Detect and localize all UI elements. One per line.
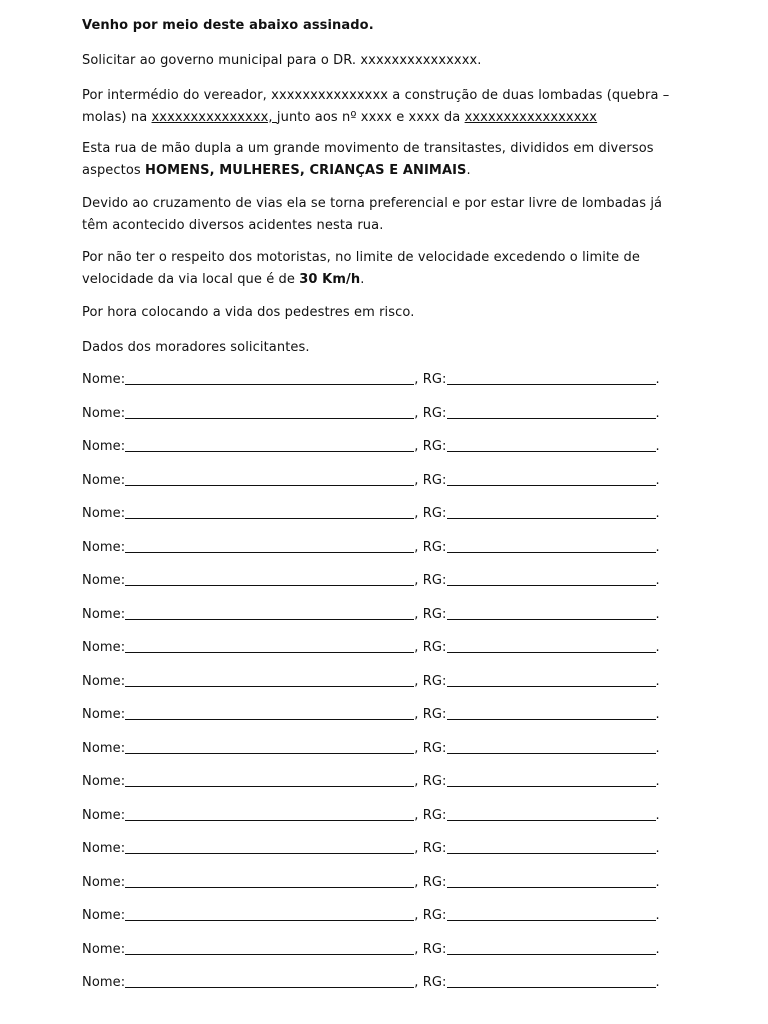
- signature-row: [82, 806, 660, 840]
- name-label: Nome:: [82, 707, 126, 722]
- signature-row: [82, 471, 660, 505]
- name-label: Nome:: [82, 439, 126, 454]
- rg-label: , RG:: [414, 975, 447, 990]
- rg-field-line[interactable]: [447, 772, 656, 787]
- name-label: Nome:: [82, 573, 126, 588]
- name-field-line[interactable]: [125, 739, 414, 754]
- rg-label: , RG:: [414, 506, 447, 521]
- rg-label: , RG:: [414, 439, 447, 454]
- name-label: Nome:: [82, 941, 126, 957]
- row-end-mark: .: [655, 372, 660, 387]
- rg-label: , RG:: [414, 539, 447, 555]
- signature-row: [82, 739, 660, 773]
- name-field-line[interactable]: [125, 370, 414, 385]
- name-label: Nome:: [82, 472, 126, 488]
- rg-field-line[interactable]: [447, 538, 656, 553]
- signature-row: [82, 839, 660, 873]
- name-field-line[interactable]: [125, 672, 414, 687]
- name-label: Nome:: [82, 640, 126, 655]
- document-heading: Venho por meio deste abaixo assinado.: [82, 18, 374, 33]
- rg-label: , RG:: [414, 405, 447, 421]
- name-label: Nome:: [82, 740, 126, 756]
- name-field-line[interactable]: [125, 504, 414, 519]
- name-field-line[interactable]: [125, 940, 414, 955]
- row-end-mark: .: [655, 573, 660, 588]
- row-end-mark: .: [655, 539, 660, 555]
- signature-rows: [82, 370, 660, 1007]
- rg-label: , RG:: [414, 874, 447, 890]
- name-field-line[interactable]: [125, 437, 414, 452]
- signature-row: [82, 538, 660, 572]
- name-label: Nome:: [82, 975, 126, 990]
- row-end-mark: .: [655, 673, 660, 689]
- name-label: Nome:: [82, 841, 126, 856]
- rg-field-line[interactable]: [447, 437, 656, 452]
- name-field-line[interactable]: [125, 839, 414, 854]
- rg-label: , RG:: [414, 740, 447, 756]
- name-field-line[interactable]: [125, 538, 414, 553]
- text-segment: .: [360, 271, 365, 287]
- signature-row: [82, 772, 660, 806]
- signature-row: [82, 437, 660, 471]
- rg-field-line[interactable]: [447, 973, 656, 988]
- signature-row: [82, 605, 660, 639]
- rg-field-line[interactable]: [447, 705, 656, 720]
- row-end-mark: .: [655, 640, 660, 655]
- rg-field-line[interactable]: [447, 404, 656, 419]
- row-end-mark: .: [655, 908, 660, 923]
- paragraph-speed-limit-line1: Por não ter o respeito dos motoristas, no limite de velocidade excedendo o limite de: [82, 250, 640, 265]
- name-field-line[interactable]: [125, 471, 414, 486]
- name-field-line[interactable]: [125, 906, 414, 921]
- signature-row: [82, 873, 660, 907]
- text-segment: aspectos: [82, 162, 145, 178]
- rg-field-line[interactable]: [447, 672, 656, 687]
- rg-field-line[interactable]: [447, 638, 656, 653]
- name-field-line[interactable]: [125, 605, 414, 620]
- paragraph-street-traffic: [82, 138, 682, 181]
- row-end-mark: .: [655, 707, 660, 722]
- row-end-mark: .: [655, 874, 660, 890]
- bold-segment: HOMENS, MULHERES, CRIANÇAS E ANIMAIS: [145, 162, 467, 178]
- signature-row: [82, 638, 660, 672]
- name-field-line[interactable]: [125, 705, 414, 720]
- signature-row: [82, 571, 660, 605]
- name-label: Nome:: [82, 908, 126, 923]
- name-label: Nome:: [82, 774, 126, 789]
- paragraph-construction-line2: [82, 107, 682, 129]
- paragraph-accidents-line1: Devido ao cruzamento de vias ela se torna preferencial e por estar livre de lombadas já: [82, 196, 663, 211]
- row-end-mark: .: [655, 975, 660, 990]
- row-end-mark: .: [655, 606, 660, 622]
- name-field-line[interactable]: [125, 873, 414, 888]
- rg-label: , RG:: [414, 606, 447, 622]
- name-field-line[interactable]: [125, 638, 414, 653]
- paragraph-street-traffic-line2: [82, 160, 682, 182]
- row-end-mark: .: [655, 405, 660, 421]
- rg-label: , RG:: [414, 941, 447, 957]
- name-field-line[interactable]: [125, 571, 414, 586]
- rg-field-line[interactable]: [447, 873, 656, 888]
- paragraph-speed-limit: [82, 247, 682, 290]
- name-label: Nome:: [82, 606, 126, 622]
- rg-field-line[interactable]: [447, 940, 656, 955]
- rg-label: , RG:: [414, 640, 447, 655]
- paragraph-accidents-line2: têm acontecido diversos acidentes nesta rua.: [82, 217, 384, 233]
- street-placeholder: xxxxxxxxxxxxxxx,: [151, 109, 277, 125]
- paragraph-accidents: [82, 193, 682, 236]
- signature-row: [82, 504, 660, 538]
- paragraph-construction-line1: Por intermédio do vereador, xxxxxxxxxxxxxxx a construção de duas lombadas (quebra –: [82, 88, 670, 103]
- row-end-mark: .: [655, 472, 660, 488]
- paragraph-request: Solicitar ao governo municipal para o DR. xxxxxxxxxxxxxxx.: [82, 53, 482, 68]
- row-end-mark: .: [655, 941, 660, 957]
- text-segment: junto aos nº xxxx e xxxx da: [276, 109, 465, 125]
- rg-field-line[interactable]: [447, 906, 656, 921]
- rg-field-line[interactable]: [447, 739, 656, 754]
- name-field-line[interactable]: [125, 973, 414, 988]
- rg-label: , RG:: [414, 774, 447, 789]
- row-end-mark: .: [655, 774, 660, 789]
- rg-label: , RG:: [414, 807, 447, 823]
- rg-field-line[interactable]: [447, 605, 656, 620]
- row-end-mark: .: [655, 807, 660, 823]
- rg-field-line[interactable]: [447, 504, 656, 519]
- signature-row: [82, 940, 660, 974]
- signature-row: [82, 404, 660, 438]
- signature-row: [82, 672, 660, 706]
- name-label: Nome:: [82, 874, 126, 890]
- rg-label: , RG:: [414, 372, 447, 387]
- name-field-line[interactable]: [125, 404, 414, 419]
- rg-label: , RG:: [414, 573, 447, 588]
- signature-row: [82, 705, 660, 739]
- name-label: Nome:: [82, 506, 126, 521]
- row-end-mark: .: [655, 841, 660, 856]
- paragraph-speed-limit-line2: [82, 269, 682, 291]
- name-label: Nome:: [82, 405, 126, 421]
- rg-field-line[interactable]: [447, 839, 656, 854]
- rg-label: , RG:: [414, 472, 447, 488]
- paragraph-construction: [82, 85, 682, 128]
- rg-field-line[interactable]: [447, 370, 656, 385]
- paragraph-residents: Dados dos moradores solicitantes.: [82, 340, 310, 355]
- rg-field-line[interactable]: [447, 806, 656, 821]
- row-end-mark: .: [655, 506, 660, 521]
- bold-segment: 30 Km/h: [299, 271, 361, 287]
- text-segment: .: [466, 162, 471, 178]
- name-field-line[interactable]: [125, 806, 414, 821]
- rg-label: , RG:: [414, 841, 447, 856]
- name-label: Nome:: [82, 372, 126, 387]
- row-end-mark: .: [655, 439, 660, 454]
- signature-row: [82, 973, 660, 1007]
- paragraph-street-traffic-line1: Esta rua de mão dupla a um grande movimento de transitastes, divididos em diversos: [82, 141, 654, 156]
- rg-label: , RG:: [414, 673, 447, 689]
- name-label: Nome:: [82, 807, 126, 823]
- signature-row: [82, 906, 660, 940]
- signature-row: [82, 370, 660, 404]
- rg-field-line[interactable]: [447, 471, 656, 486]
- rg-label: , RG:: [414, 707, 447, 722]
- paragraph-risk: Por hora colocando a vida dos pedestres em risco.: [82, 305, 415, 320]
- rg-label: , RG:: [414, 908, 447, 923]
- district-placeholder: xxxxxxxxxxxxxxxxx: [464, 109, 598, 125]
- name-label: Nome:: [82, 673, 126, 689]
- text-segment: molas) na: [82, 109, 152, 125]
- row-end-mark: .: [655, 740, 660, 756]
- text-segment: velocidade da via local que é de: [82, 271, 300, 287]
- name-field-line[interactable]: [125, 772, 414, 787]
- rg-field-line[interactable]: [447, 571, 656, 586]
- name-label: Nome:: [82, 539, 126, 555]
